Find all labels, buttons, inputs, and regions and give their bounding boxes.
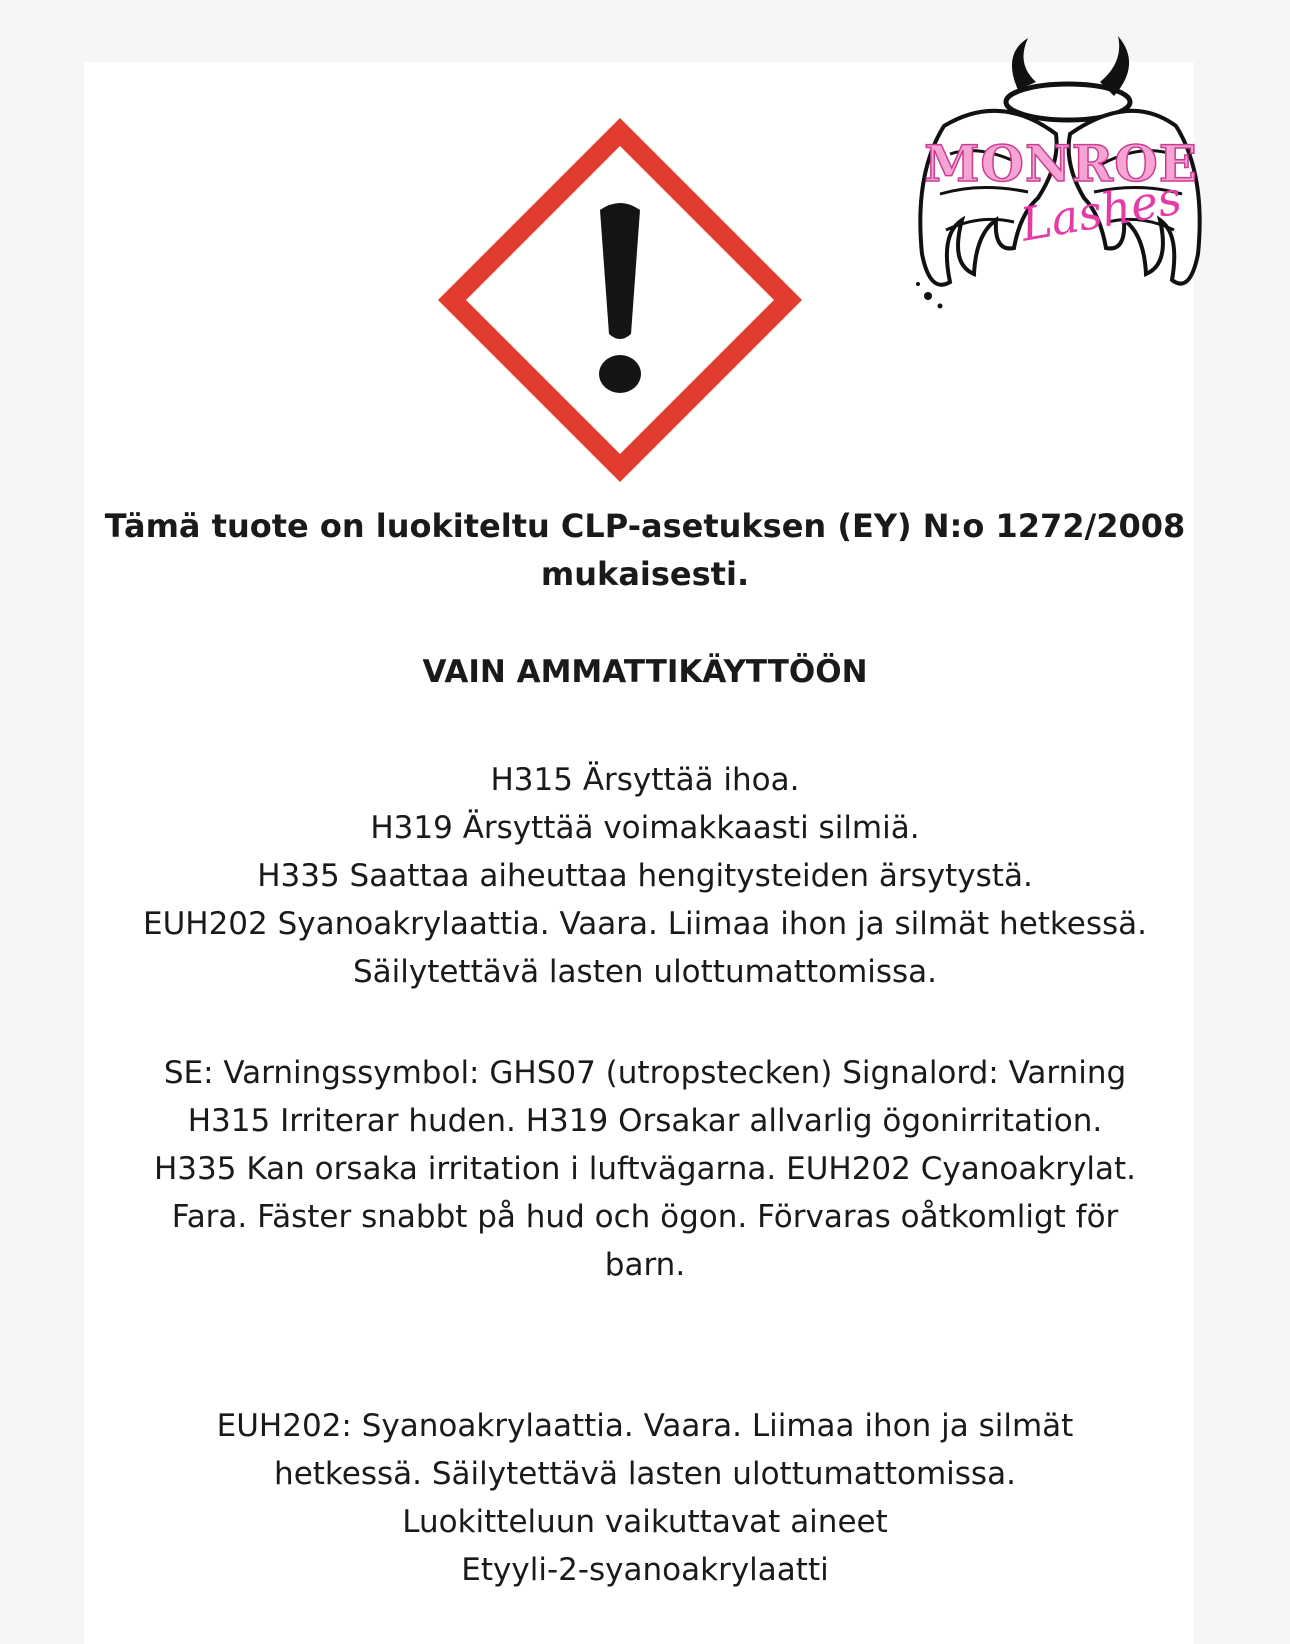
- brand-logo: [910, 34, 1210, 324]
- swedish-warning-block: [0, 1049, 1290, 1289]
- euh202-line: hetkessä. Säilytettävä lasten ulottumattomissa.: [274, 1456, 1016, 1492]
- classification-statement: [0, 502, 1290, 598]
- brand-script: Lashes: [1016, 170, 1186, 252]
- brand-wordmark: MONROE: [924, 134, 1198, 193]
- swedish-line: barn.: [604, 1247, 686, 1283]
- hazard-line: EUH202 Syanoakrylaattia. Vaara. Liimaa ihon ja silmät hetkessä.: [142, 906, 1148, 942]
- euh202-block: [0, 1402, 1290, 1594]
- classification-line: mukaisesti.: [540, 555, 750, 593]
- euh202-line: Luokitteluun vaikuttavat aineet: [402, 1504, 888, 1540]
- professional-use-heading: VAIN AMMATTIKÄYTTÖÖN: [422, 654, 868, 690]
- hazard-line: H315 Ärsyttää ihoa.: [490, 762, 800, 798]
- hazard-line: Säilytettävä lasten ulottumattomissa.: [352, 954, 938, 990]
- hazard-line: H319 Ärsyttää voimakkaasti silmiä.: [370, 810, 920, 846]
- euh202-line: Etyyli-2-syanoakrylaatti: [461, 1552, 829, 1588]
- swedish-line: H315 Irriterar huden. H319 Orsakar allvarlig ögonirritation.: [187, 1103, 1103, 1139]
- swedish-line: SE: Varningssymbol: GHS07 (utropstecken) Signalord: Varning: [163, 1055, 1127, 1091]
- swedish-line: Fara. Fäster snabbt på hud och ögon. Förvaras oåtkomligt för: [171, 1199, 1119, 1235]
- classification-line: Tämä tuote on luokiteltu CLP-asetuksen (EY) N:o 1272/2008: [104, 507, 1186, 545]
- swedish-line: H335 Kan orsaka irritation i luftvägarna. EUH202 Cyanoakrylat.: [154, 1151, 1136, 1187]
- hazard-statements-fi: [0, 756, 1290, 996]
- hazard-line: H335 Saattaa aiheuttaa hengitysteiden ärsytystä.: [257, 858, 1033, 894]
- exclamation-mark-hazard-icon: [432, 112, 808, 488]
- euh202-line: EUH202: Syanoakrylaattia. Vaara. Liimaa ihon ja silmät: [216, 1408, 1074, 1444]
